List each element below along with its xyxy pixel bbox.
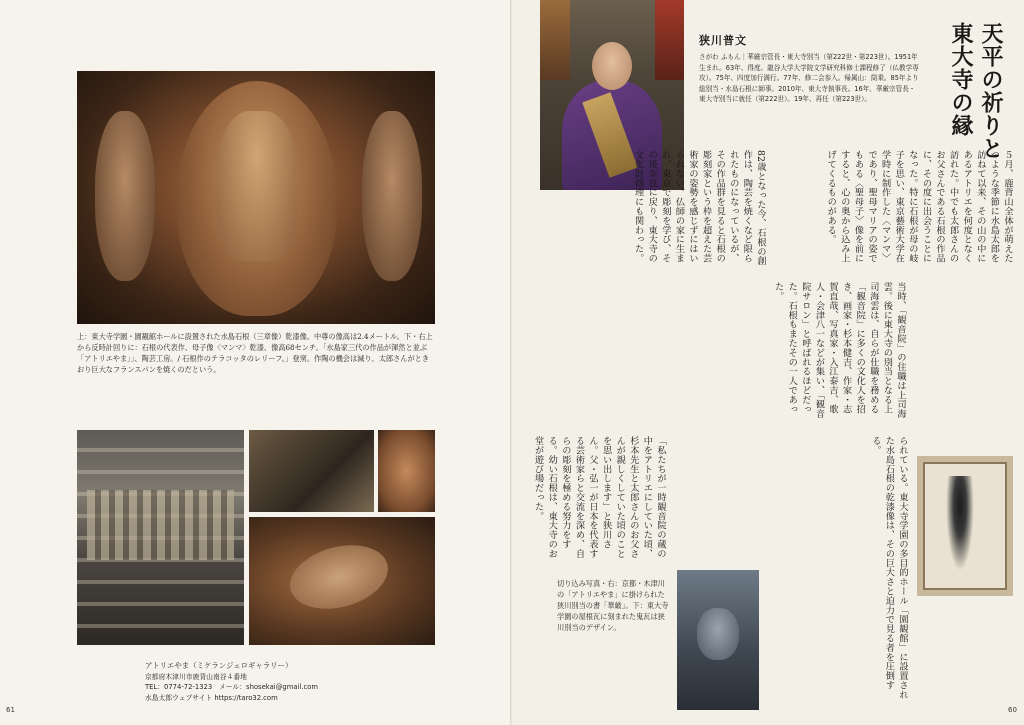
title-line-2: 東大寺の縁 xyxy=(948,22,974,137)
atelier-contact: TEL：0774-72-1323 メール：shosekai@gmail.com xyxy=(145,683,318,691)
article-body-middle: 82歳となった今、石根の創作は、陶芸を焼くなど限られたものになっているが、その作品群を見ると石根の彫刻家という枠を超えた芸術家の姿勢を感じずにはいられない。仏師の家に生まれ、東京で彫刻を学び、その後奈良に戻り、東大寺の文化財修理にも関わった。 xyxy=(632,150,766,266)
mother-child-statue-photo xyxy=(378,430,435,512)
person-bio: さがわ ふもん｜華厳宗管長・東大寺別当（第222世・第223世）。1951年生まれ。63年、得度。龍谷大学大学院文学研究科修士課程修了（仏教学専攻）。75年、四度加行満行。77年、修二会参入。帰属山：筒乗。85年より総別当・水島石根に師事。2010年、東大寺執事長。16年、華厳宗管長・東大寺別当に就任（第222世）。19年、再任（第223世）。 xyxy=(699,53,919,103)
page-number-right: 60 xyxy=(1008,706,1017,714)
atelier-address: 京都府木津川市鹿背山南谷４番地 xyxy=(145,672,247,681)
article-body-upper: ５月、鹿背山全体が萌えたつような季節に水島太郎を訪ねて以来、その山の中にあるアトリエを何度となく訪れた。中でも太郎さんのお父さんである石根の作品に、その度に出会うことになった。特に石根が母の岐子を思い、東京藝術大学在学時に制作した〈マンマ〉であり、聖母マリアの姿でもある〈聖母子〉像を前にすると、心の奥から込み上げてくるものがある。 xyxy=(825,150,1013,263)
terracotta-relief-photo xyxy=(249,517,435,645)
right-page xyxy=(512,0,1024,725)
pottery-studio-photo xyxy=(249,430,374,512)
calligraphy-scroll-photo xyxy=(917,456,1013,596)
calligraphy-ink xyxy=(945,476,975,576)
article-body-corner: られている。東大寺学園の多目的ホール「園観館」に設置された水島石根の乾漆像は、その巨大さと迫力で見る者を圧倒する。 xyxy=(869,436,908,700)
shelf-items xyxy=(87,490,234,560)
person-name: 狭川普文 xyxy=(699,34,747,47)
buddha-relief-photo xyxy=(77,71,435,324)
onigawara-tile xyxy=(697,608,739,660)
right-photo-caption: 切り込み写真・右：京都・木津川の「アトリエやま」に掛けられた狭川別当の書「華厳」。下：東大寺学園の屋根瓦に刻まれた鬼瓦は狭川別当のデザイン。 xyxy=(557,579,669,632)
atelier-website[interactable]: 水島太郎ウェブサイト https://taro32.com xyxy=(145,693,278,702)
roof-tile-photo xyxy=(677,570,759,710)
attendant-figure-right xyxy=(362,111,422,281)
statue-right xyxy=(655,0,684,80)
atelier-info xyxy=(145,661,425,703)
statue-left xyxy=(540,0,570,80)
attendant-figure-left xyxy=(95,111,155,281)
article-body-lower: 当時、「観音院」の住職は上司海雲。後に東大寺の別当となる上司海雲は、自らが仕職を務める「観音院」に多くの文化人を招き、画家・杉本健吉、作家・志賀直哉、写真家・入江泰吉、歌人・会津八一などが集い、「観音院サロン」と呼ばれるほどだった。石根もまたその一人であった。 xyxy=(772,282,906,419)
atelier-interior-photo xyxy=(77,430,244,645)
article-body-bottom: 「私たちが一時観音院の蔵の中をアトリエにしていた頃、杉本先生と太郎さんのお父さんが親しくしていた頃のことを思い出します」と狭川さん。父・弘一が日本を代表する芸術家らと交流を深め、自らの彫刻を極める努力をする。幼い石根は、東大寺のお堂が遊び場だった。 xyxy=(532,436,666,559)
relief-figure xyxy=(283,535,395,619)
left-photo-caption: 上：東大寺学園・園観館ホールに設置された水島石根（三章像）乾漆像。中尊の像高は2.4メートル。下・右上から反時計回りに：石根の代表作、母子像〈マンマ〉乾漆、像高68センチ。「水島家三代の作品が渾然と並ぶ「アトリエやま」」、陶芸工房。/ 石根作のテラコッタのレリーフ。」登窯。作陶の機会は減り、太郎さんがときおり巨大なフランスパンを焼くのだという。 xyxy=(77,332,433,374)
atelier-name: アトリエやま（ミケランジェロギャラリー） xyxy=(145,661,293,670)
title-line-1: 天平の祈りと xyxy=(978,22,1004,160)
monk-head xyxy=(592,42,632,90)
page-number-left: 61 xyxy=(6,706,15,714)
central-buddha-figure xyxy=(217,111,297,261)
